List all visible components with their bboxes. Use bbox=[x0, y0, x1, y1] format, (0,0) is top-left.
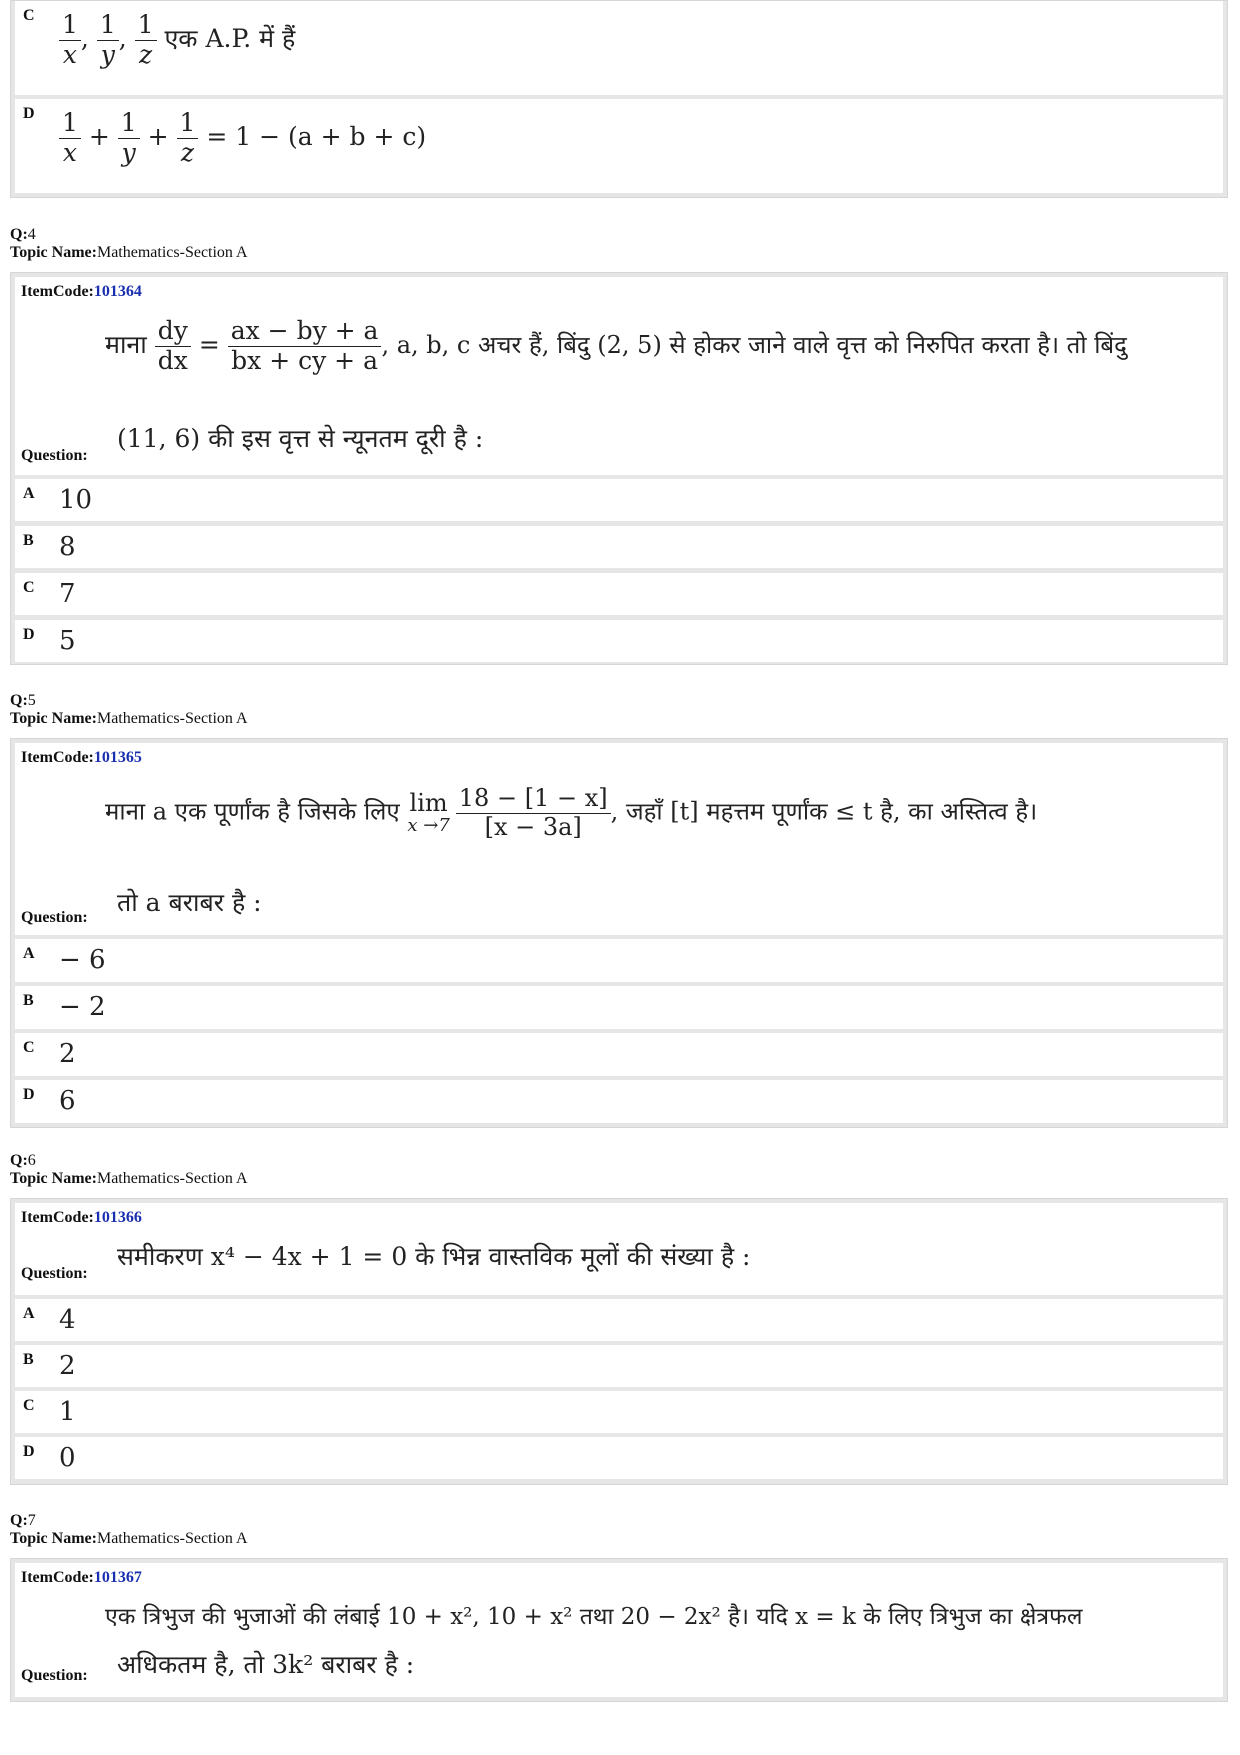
q3-option-d[interactable] bbox=[15, 99, 1223, 193]
q6-question bbox=[15, 1203, 1223, 1295]
question-label: Question: bbox=[21, 909, 88, 926]
q5-option-b[interactable] bbox=[15, 986, 1223, 1029]
option-value: 10 bbox=[59, 485, 93, 515]
option-value: − 2 bbox=[59, 992, 106, 1022]
q3-option-c[interactable] bbox=[15, 1, 1223, 95]
q4-option-a[interactable] bbox=[15, 479, 1223, 521]
option-label: D bbox=[23, 105, 35, 122]
q4-question-line1: माना $\frac{dy}{dx}$ = $\frac{ax - by + a}{bx + cy + a}$ , a, b, c अचर हैं, बिंदु (2, 5) से होकर जाने वाले वृत्त को निरुपित करता है। तो बिंदु bbox=[105, 316, 1127, 375]
option-value: 8 bbox=[59, 532, 76, 562]
q7-block bbox=[10, 1558, 1228, 1702]
option-value: 6 bbox=[59, 1086, 76, 1116]
item-code: ItemCode:101365 bbox=[21, 749, 142, 766]
q5-question-line2: तो a बराबर है : bbox=[117, 888, 262, 917]
option-label: B bbox=[23, 1351, 34, 1368]
q4-option-c[interactable] bbox=[15, 573, 1223, 615]
q7-question-line2: अधिकतम है, तो 3k² बराबर है : bbox=[117, 1650, 415, 1679]
question-label: Question: bbox=[21, 447, 88, 464]
q6-option-d[interactable] bbox=[15, 1437, 1223, 1479]
q6-block bbox=[10, 1198, 1228, 1485]
option-label: C bbox=[23, 7, 35, 24]
q6-header: Q:6 Topic Name:Mathematics-Section A bbox=[10, 1152, 248, 1187]
item-code: ItemCode:101366 bbox=[21, 1209, 142, 1226]
q6-option-a[interactable] bbox=[15, 1299, 1223, 1341]
option-value: 4 bbox=[59, 1305, 76, 1335]
q5-option-c[interactable] bbox=[15, 1033, 1223, 1076]
q6-option-c[interactable] bbox=[15, 1391, 1223, 1433]
option-label: D bbox=[23, 1086, 35, 1103]
option-label: A bbox=[23, 945, 35, 962]
q6-option-b[interactable] bbox=[15, 1345, 1223, 1387]
question-label: Question: bbox=[21, 1667, 88, 1684]
q5-block bbox=[10, 738, 1228, 1128]
option-value: 2 bbox=[59, 1351, 76, 1381]
option-value: 7 bbox=[59, 579, 76, 609]
option-value: 2 bbox=[59, 1039, 76, 1069]
item-code: ItemCode:101364 bbox=[21, 283, 142, 300]
q5-question bbox=[15, 743, 1223, 935]
q7-question bbox=[15, 1563, 1223, 1697]
option-label: B bbox=[23, 992, 34, 1009]
option-label: A bbox=[23, 1305, 35, 1322]
q4-option-d[interactable] bbox=[15, 620, 1223, 662]
q4-header: Q:4 Topic Name:Mathematics-Section A bbox=[10, 226, 248, 261]
q5-header: Q:5 Topic Name:Mathematics-Section A bbox=[10, 692, 248, 727]
q5-option-d[interactable] bbox=[15, 1080, 1223, 1123]
option-label: B bbox=[23, 532, 34, 549]
option-label: C bbox=[23, 1397, 35, 1414]
q4-option-b[interactable] bbox=[15, 526, 1223, 568]
q3-options-block bbox=[10, 0, 1228, 198]
q5-option-a[interactable] bbox=[15, 939, 1223, 982]
option-label: C bbox=[23, 1039, 35, 1056]
option-value: 5 bbox=[59, 626, 76, 656]
option-label: C bbox=[23, 579, 35, 596]
q4-question-line2: (11, 6) की इस वृत्त से न्यूनतम दूरी है : bbox=[117, 424, 484, 453]
option-label: A bbox=[23, 485, 35, 502]
option-value: 0 bbox=[59, 1443, 76, 1473]
q7-header: Q:7 Topic Name:Mathematics-Section A bbox=[10, 1512, 248, 1547]
q7-question-line1: एक त्रिभुज की भुजाओं की लंबाई 10 + x², 10 + x² तथा 20 − 2x² है। यदि x = k के लिए त्रिभुज का क्षेत्रफल bbox=[105, 1604, 1083, 1630]
q4-question bbox=[15, 277, 1223, 475]
q6-question-line1: समीकरण x⁴ − 4x + 1 = 0 के भिन्न वास्तविक मूलों की संख्या है : bbox=[117, 1242, 751, 1271]
item-code: ItemCode:101367 bbox=[21, 1569, 142, 1586]
option-label: D bbox=[23, 1443, 35, 1460]
option-value: − 6 bbox=[59, 945, 106, 975]
option-label: D bbox=[23, 626, 35, 643]
question-label: Question: bbox=[21, 1265, 88, 1282]
q5-question-line1: माना a एक पूर्णांक है जिसके लिए lim x →7 $\frac{18 - [1 - x]}{[x - 3a]}$ , जहाँ [t] महत्तम पूर्णांक ≤ t है, का अस्तित्व है। bbox=[105, 784, 1038, 841]
q3-option-d-text: $\frac{1}{x}$ + $\frac{1}{y}$ + $\frac{1}{z}$ = 1 − (a + b + c) bbox=[59, 109, 426, 168]
q4-block bbox=[10, 272, 1228, 665]
q3-option-c-text: $\frac{1}{x}$ , $\frac{1}{y}$ , $\frac{1}{z}$ एक A.P. में हैं bbox=[59, 11, 295, 70]
option-value: 1 bbox=[59, 1397, 76, 1427]
